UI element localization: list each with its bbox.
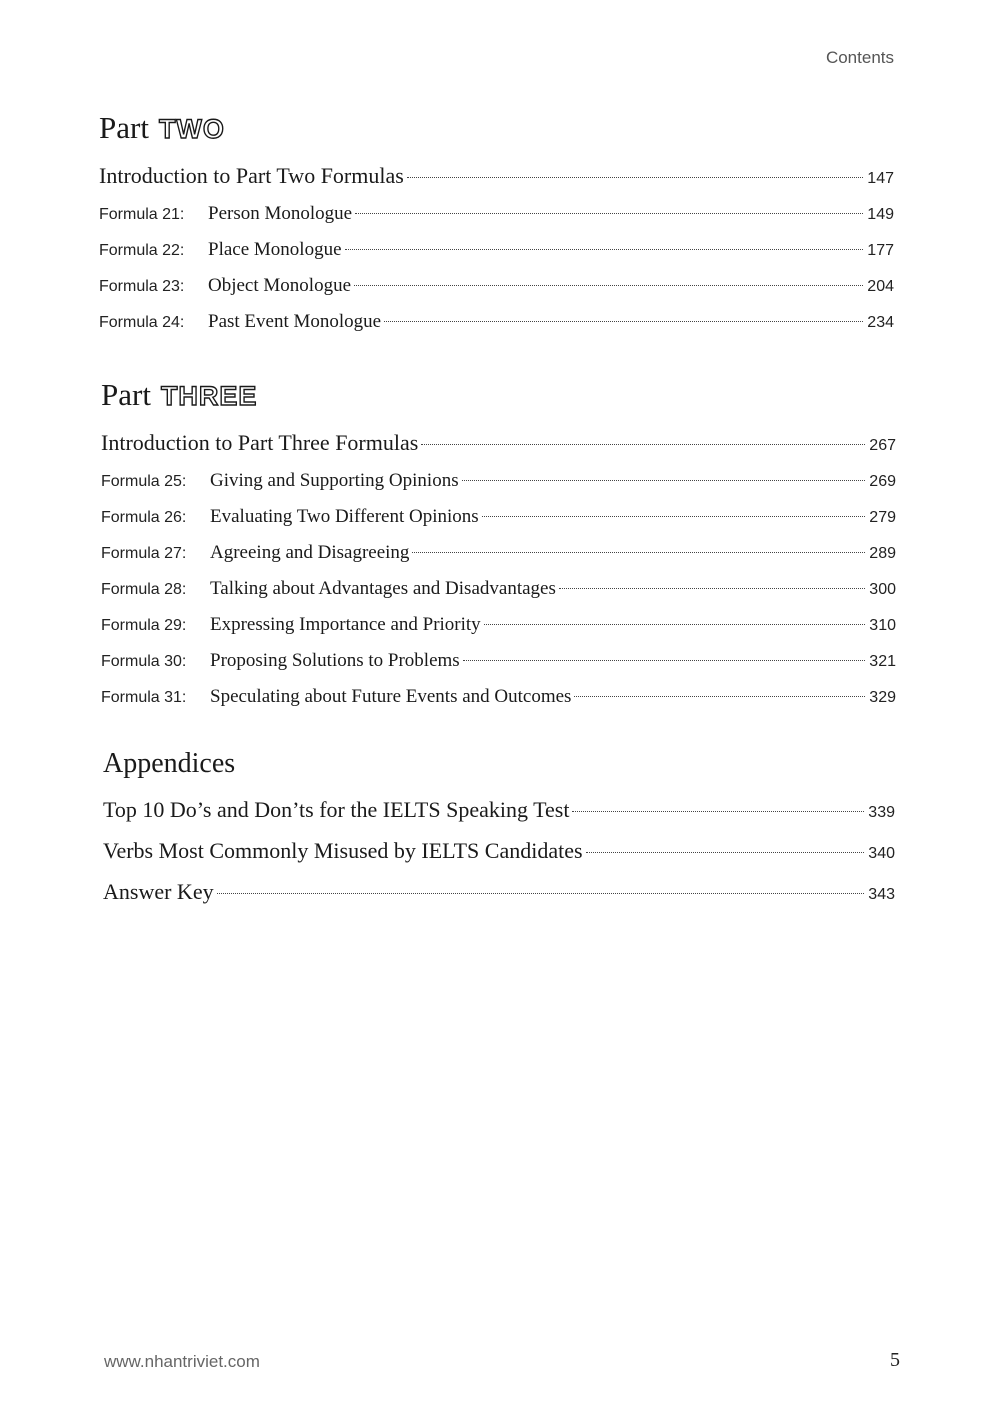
entry-page: 343 (868, 886, 895, 903)
entry-page: 300 (869, 581, 896, 598)
toc-entry-intro-part-three[interactable] (101, 422, 896, 463)
dot-leader (345, 249, 863, 250)
entry-page: 310 (869, 617, 896, 634)
part-three-heading (101, 375, 896, 416)
formula-label: Formula 23: (99, 278, 185, 295)
dot-leader (407, 177, 863, 178)
dot-leader (574, 696, 865, 697)
formula-label: Formula 21: (99, 206, 185, 223)
formula-label: Formula 29: (101, 617, 187, 634)
footer-page-number: 5 (890, 1349, 900, 1371)
dot-leader (559, 588, 865, 589)
formula-label: Formula 31: (101, 689, 187, 706)
formula-label: Formula 30: (101, 653, 187, 670)
entry-page: 289 (869, 545, 896, 562)
formula-label: Formula 25: (101, 473, 187, 490)
formula-label: Formula 24: (99, 314, 185, 331)
formula-label: Formula 27: (101, 545, 187, 562)
entry-title: Evaluating Two Different Opinions (210, 506, 479, 527)
entry-page: 149 (867, 206, 894, 223)
toc-entry-formula-26[interactable] (101, 499, 896, 535)
toc-entry-formula-29[interactable] (101, 607, 896, 643)
entry-title: Place Monologue (208, 239, 342, 260)
toc-entry-formula-25[interactable] (101, 463, 896, 499)
dot-leader (463, 660, 865, 661)
toc-entry-formula-27[interactable] (101, 535, 896, 571)
part-three-section (101, 375, 896, 715)
entry-title: Proposing Solutions to Problems (210, 650, 460, 671)
dot-leader (482, 516, 865, 517)
entry-page: 279 (869, 509, 896, 526)
dot-leader (462, 480, 865, 481)
entry-title: Past Event Monologue (208, 311, 382, 332)
entry-page: 177 (867, 242, 894, 259)
dot-leader (217, 893, 864, 894)
entry-title: Talking about Advantages and Disadvantages (210, 578, 556, 599)
toc-entry-appendix-2[interactable] (103, 830, 895, 871)
part-number-outline: THREE (160, 381, 258, 411)
entry-page: 204 (867, 278, 894, 295)
toc-entry-formula-30[interactable] (101, 643, 896, 679)
formula-label: Formula 22: (99, 242, 185, 259)
dot-leader (355, 213, 863, 214)
appendices-section (103, 745, 895, 912)
entry-title: Expressing Importance and Priority (210, 614, 481, 635)
entry-title: Object Monologue (208, 275, 352, 296)
dot-leader (572, 811, 864, 812)
toc-entry-formula-21[interactable] (99, 196, 894, 232)
dot-leader (586, 852, 864, 853)
entry-title: Agreeing and Disagreeing (210, 542, 410, 563)
toc-entry-formula-22[interactable] (99, 232, 894, 268)
part-word: Part (99, 110, 149, 145)
part-word: Part (101, 377, 151, 412)
entry-page: 234 (867, 314, 894, 331)
formula-label: Formula 26: (101, 509, 187, 526)
toc-entry-appendix-3[interactable] (103, 871, 895, 912)
formula-label: Formula 28: (101, 581, 187, 598)
footer-url: www.nhantriviet.com (104, 1352, 260, 1371)
dot-leader (354, 285, 863, 286)
toc-entry-formula-23[interactable] (99, 268, 894, 304)
entry-title: Verbs Most Commonly Misused by IELTS Candidates (103, 838, 583, 863)
part-number-outline: TWO (158, 114, 225, 144)
entry-title: Speculating about Future Events and Outcomes (210, 686, 572, 707)
appendices-heading: Appendices (103, 748, 236, 779)
entry-page: 147 (867, 170, 894, 187)
part-two-section (99, 108, 894, 340)
toc-entry-formula-24[interactable] (99, 304, 894, 340)
entry-title: Introduction to Part Two Formulas (99, 163, 404, 188)
running-header: Contents (825, 48, 894, 67)
entry-page: 267 (869, 437, 896, 454)
entry-page: 321 (869, 653, 896, 670)
dot-leader (384, 321, 863, 322)
entry-title: Giving and Supporting Opinions (210, 470, 459, 491)
entry-page: 340 (868, 845, 895, 862)
entry-page: 269 (869, 473, 896, 490)
entry-title: Introduction to Part Three Formulas (101, 430, 419, 455)
toc-entry-intro-part-two[interactable] (99, 155, 894, 196)
dot-leader (484, 624, 865, 625)
part-two-heading (99, 108, 894, 149)
entry-title: Answer Key (103, 879, 214, 904)
dot-leader (412, 552, 865, 553)
toc-entry-appendix-1[interactable] (103, 789, 895, 830)
toc-entry-formula-28[interactable] (101, 571, 896, 607)
entry-page: 339 (868, 804, 895, 821)
dot-leader (421, 444, 865, 445)
entry-title: Person Monologue (208, 203, 353, 224)
entry-title: Top 10 Do’s and Don’ts for the IELTS Speaking Test (103, 797, 570, 822)
toc-entry-formula-31[interactable] (101, 679, 896, 715)
entry-page: 329 (869, 689, 896, 706)
